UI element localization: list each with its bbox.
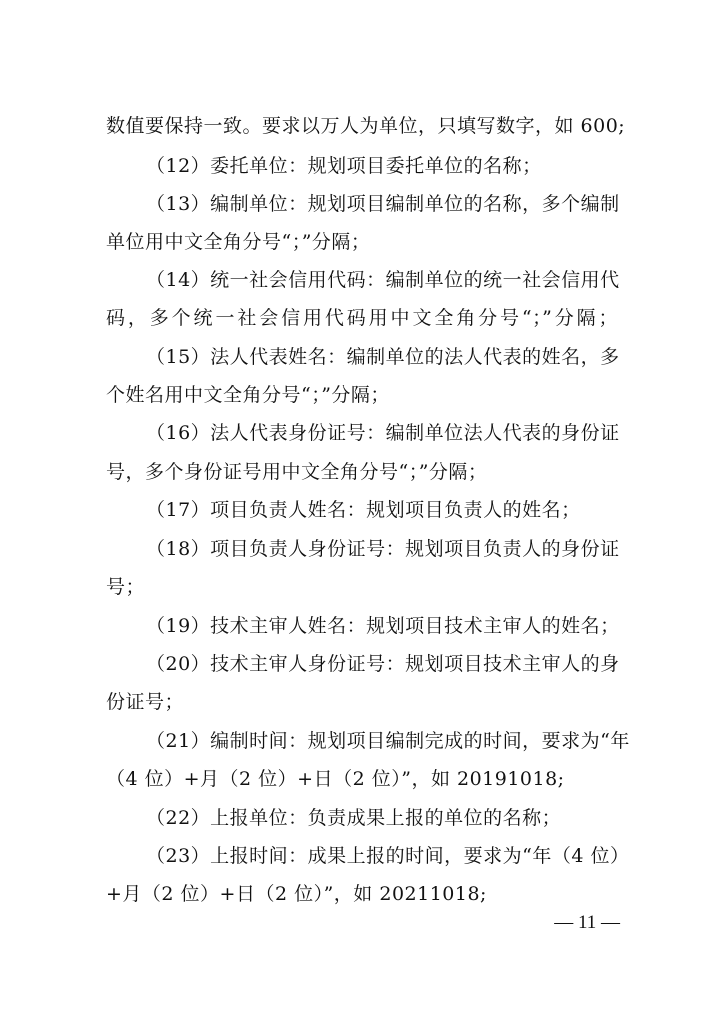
text-line: 个姓名用中文全角分号“；”分隔； — [106, 384, 390, 406]
text-line: （13）编制单位：规划项目编制单位的名称，多个编制 — [146, 193, 620, 215]
text-line: （23）上报时间：成果上报的时间，要求为“年（4 位） — [146, 845, 630, 867]
text-line: 数值要保持一致。要求以万人为单位，只填写数字，如 600; — [106, 115, 626, 137]
text-line: 号，多个身份证号用中文全角分号“；”分隔； — [106, 461, 488, 483]
text-line: 号； — [106, 576, 146, 598]
text-line: （15）法人代表姓名：编制单位的法人代表的姓名，多 — [146, 346, 620, 368]
text-line: （22）上报单位：负责成果上报的单位的名称； — [146, 807, 562, 829]
text-line: （19）技术主审人姓名：规划项目技术主审人的姓名； — [146, 615, 620, 637]
text-line: （12）委托单位：规划项目委托单位的名称； — [146, 155, 542, 177]
text-line: （20）技术主审人身份证号：规划项目技术主审人的身 — [146, 653, 620, 675]
text-line: +月（2 位）+日（2 位）”，如 20211018; — [106, 883, 487, 905]
text-line: （4 位）+月（2 位）+日（2 位）”，如 20191018; — [106, 768, 565, 790]
text-line: 码，多个统一社会信用代码用中文全角分号“；”分隔； — [106, 307, 618, 329]
text-line: （16）法人代表身份证号：编制单位法人代表的身份证 — [146, 422, 620, 444]
text-line: （17）项目负责人姓名：规划项目负责人的姓名； — [146, 499, 581, 521]
text-line: （18）项目负责人身份证号：规划项目负责人的身份证 — [146, 538, 620, 560]
text-line: 份证号； — [106, 691, 185, 713]
page-number: — 11 — — [554, 912, 620, 933]
text-line: 单位用中文全角分号“；”分隔； — [106, 231, 371, 253]
text-line: （14）统一社会信用代码：编制单位的统一社会信用代 — [146, 269, 620, 291]
text-line: （21）编制时间：规划项目编制完成的时间，要求为“年 — [146, 730, 630, 752]
